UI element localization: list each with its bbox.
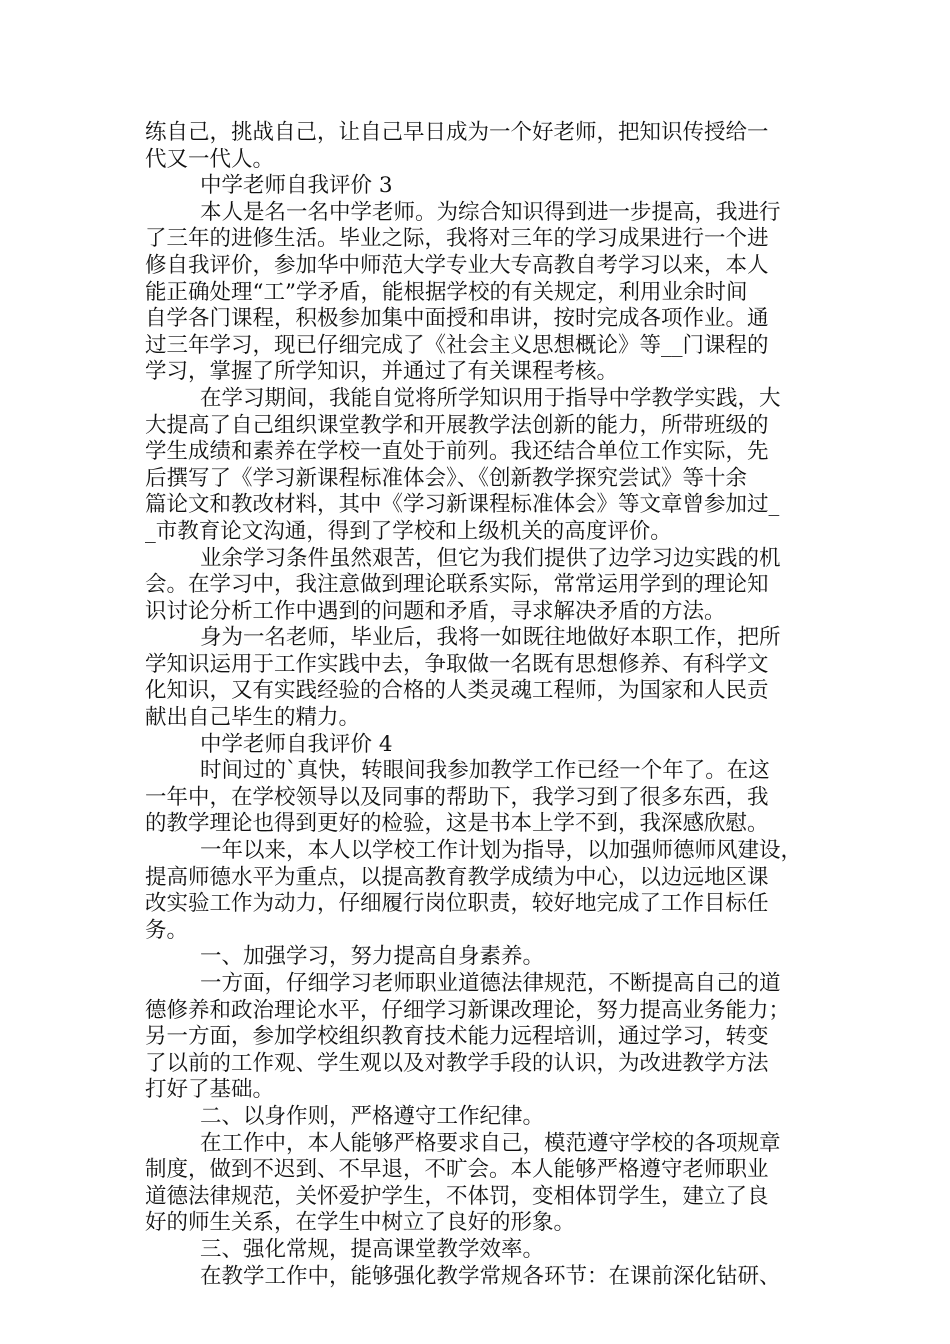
subheading-2: 二、以身作则，严格遵守工作纪律。 xyxy=(200,1103,545,1129)
section-heading-3: 中学老师自我评价 3 xyxy=(200,173,393,199)
paragraph: 业余学习条件虽然艰苦，但它为我们提供了边学习边实践的机 会。在学习中，我注意做到理论联系实际，常常运用学到的理论知 识讨论分析工作中遇到的问题和矛盾，寻求解决矛盾的方法。 xyxy=(145,545,781,624)
paragraph: 在教学工作中，能够强化教学常规各环节：在课前深化钻研、 xyxy=(200,1263,781,1289)
subheading-3: 三、强化常规，提高课堂教学效率。 xyxy=(200,1236,545,1262)
paragraph: 在工作中，本人能够严格要求自己，模范遵守学校的各项规章 制度，做到不迟到、不早退，不旷会。本人能够严格遵守老师职业 道德法律规范，关怀爱护学生，不体罚，变相体罚学生，建立了良 好的师生关系，在学生中树立了良好的形象。 xyxy=(145,1130,781,1236)
paragraph: 在学习期间，我能自觉将所学知识用于指导中学教学实践，大 大提高了自己组织课堂教学和开展教学法创新的能力，所带班级的 学生成绩和素养在学校一直处于前列。我还结合单位工作实际，先 后撰写了《学习新课程标准体会》、《创新教学探究尝试》等十余 篇论文和教改材料，其中《学习新课程标准体会》等文章曾参加过_ _市教育论文沟通，得到了学校和上级机关的高度评价。 xyxy=(145,385,781,544)
paragraph: 时间过的`真快，转眼间我参加教学工作已经一个年了。在这 一年中，在学校领导以及同事的帮助下，我学习到了很多东西，我 的教学理论也得到更好的检验，这是书本上学不到，我深感欣慰。 xyxy=(145,758,770,837)
paragraph: 一年以来，本人以学校工作计划为指导，以加强师德师风建设， 提高师德水平为重点，以提高教育教学成绩为中心，以边远地区课 改实验工作为动力，仔细履行岗位职责，较好地完成了工作目标任 务。 xyxy=(145,838,803,943)
section-heading-4: 中学老师自我评价 4 xyxy=(200,731,393,757)
paragraph: 身为一名老师，毕业后，我将一如既往地做好本职工作，把所 学知识运用于工作实践中去，争取做一名既有思想修养、有科学文 化知识，又有实践经验的合格的人类灵魂工程师，为国家和人民贡 献出自己毕生的精力。 xyxy=(145,625,781,731)
paragraph-continuation: 练自己，挑战自己，让自己早日成为一个好老师，把知识传授给一 代又一代人。 xyxy=(145,120,769,172)
paragraph: 一方面，仔细学习老师职业道德法律规范，不断提高自己的道 德修养和政治理论水平，仔细学习新课改理论，努力提高业务能力； 另一方面，参加学校组织教育技术能力远程培训，通过学习，转变 了以前的工作观、学生观以及对教学手段的认识，为改进教学方法 打好了基础。 xyxy=(145,971,791,1103)
document-page xyxy=(145,120,810,1290)
subheading-1: 一、加强学习，努力提高自身素养。 xyxy=(200,944,545,970)
paragraph: 本人是名一名中学老师。为综合知识得到进一步提高，我进行 了三年的进修生活。毕业之际，我将对三年的学习成果进行一个进 修自我评价，参加华中师范大学专业大专高教自考学习以来，本人 能正确处理“工”学矛盾，能根据学校的有关规定，利用业余时间 自学各门课程，积极参加集中面授和串讲，按时完成各项作业。通 过三年学习，现已仔细完成了《社会主义思想概论》等__门课程的 学习，掌握了所学知识，并通过了有关课程考核。 xyxy=(145,199,781,385)
